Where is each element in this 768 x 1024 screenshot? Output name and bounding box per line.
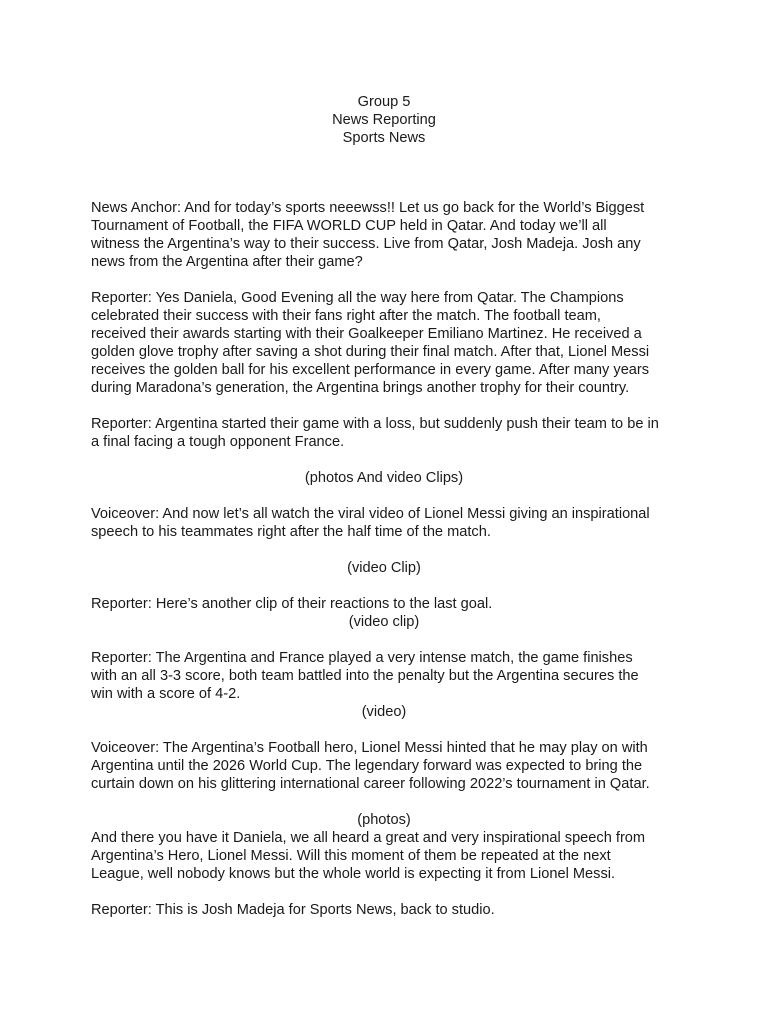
text-line: Argentina until the 2026 World Cup. The legendary forward was expected to bring the — [91, 758, 643, 774]
text-line: Voiceover: The Argentina’s Football hero, Lionel Messi hinted that he may play on with — [91, 740, 648, 756]
voiceover-paragraph-hero — [91, 739, 691, 793]
text-line: And there you have it Daniela, we all heard a great and very inspirational speech from — [91, 830, 646, 846]
text-line: Argentina’s Hero, Lionel Messi. Will this moment of them be repeated at the next — [91, 848, 611, 864]
reporter-paragraph-start — [91, 415, 691, 451]
text-line: win with a score of 4-2. — [91, 686, 241, 702]
text-line: received their awards starting with their Goalkeeper Emiliano Martinez. He received a — [91, 326, 642, 342]
group-label: Group 5 — [357, 94, 411, 110]
text-line: with an all 3-3 score, both team battled into the penalty but the Argentina secures the — [91, 668, 639, 684]
text-line: Tournament of Football, the FIFA WORLD CUP held in Qatar. And today we’ll all — [91, 218, 607, 234]
stage-cue-video: (video) — [361, 704, 407, 720]
text-line: curtain down on his glittering international career following 2022’s tournament in Qatar. — [91, 776, 650, 792]
stage-cue-photos-video: (photos And video Clips) — [304, 470, 464, 486]
text-line: League, well nobody knows but the whole world is expecting it from Lionel Messi. — [91, 866, 616, 882]
text-line: News Anchor: And for today’s sports neeewss!! Let us go back for the World’s Biggest — [91, 200, 645, 216]
reporter-sign-off: Reporter: This is Josh Madeja for Sports News, back to studio. — [91, 902, 495, 918]
stage-cue-photos: (photos) — [357, 812, 411, 828]
category-label: News Reporting — [332, 112, 436, 128]
text-line: Voiceover: And now let’s all watch the viral video of Lionel Messi giving an inspirational — [91, 506, 650, 522]
closing-paragraph — [91, 829, 691, 883]
section-label: Sports News — [342, 130, 426, 146]
text-line: Reporter: Argentina started their game with a loss, but suddenly push their team to be in — [91, 416, 659, 432]
text-line: Reporter: The Argentina and France played a very intense match, the game finishes — [91, 650, 633, 666]
text-line: during Maradona’s generation, the Argentina brings another trophy for their country. — [91, 380, 630, 396]
stage-cue-video-clip-2: (video clip) — [348, 614, 420, 630]
stage-cue-video-clip: (video Clip) — [347, 560, 421, 576]
text-line: a final facing a tough opponent France. — [91, 434, 345, 450]
text-line: news from the Argentina after their game? — [91, 254, 363, 270]
voiceover-paragraph-speech — [91, 505, 691, 541]
text-line: witness the Argentina’s way to their success. Live from Qatar, Josh Madeja. Josh any — [91, 236, 641, 252]
document-header — [0, 93, 768, 147]
reporter-line-last-goal: Reporter: Here’s another clip of their reactions to the last goal. — [91, 596, 493, 612]
text-line: Reporter: Yes Daniela, Good Evening all the way here from Qatar. The Champions — [91, 290, 624, 306]
text-line: speech to his teammates right after the half time of the match. — [91, 524, 491, 540]
text-line: celebrated their success with their fans right after the match. The football team, — [91, 308, 601, 324]
news-anchor-paragraph — [91, 199, 691, 271]
reporter-paragraph-awards — [91, 289, 691, 397]
script-body — [91, 199, 691, 919]
text-line: receives the golden ball for his excellent performance in every game. After many years — [91, 362, 650, 378]
reporter-paragraph-score — [91, 649, 691, 703]
text-line: golden glove trophy after saving a shot during their final match. After that, Lionel Messi — [91, 344, 650, 360]
